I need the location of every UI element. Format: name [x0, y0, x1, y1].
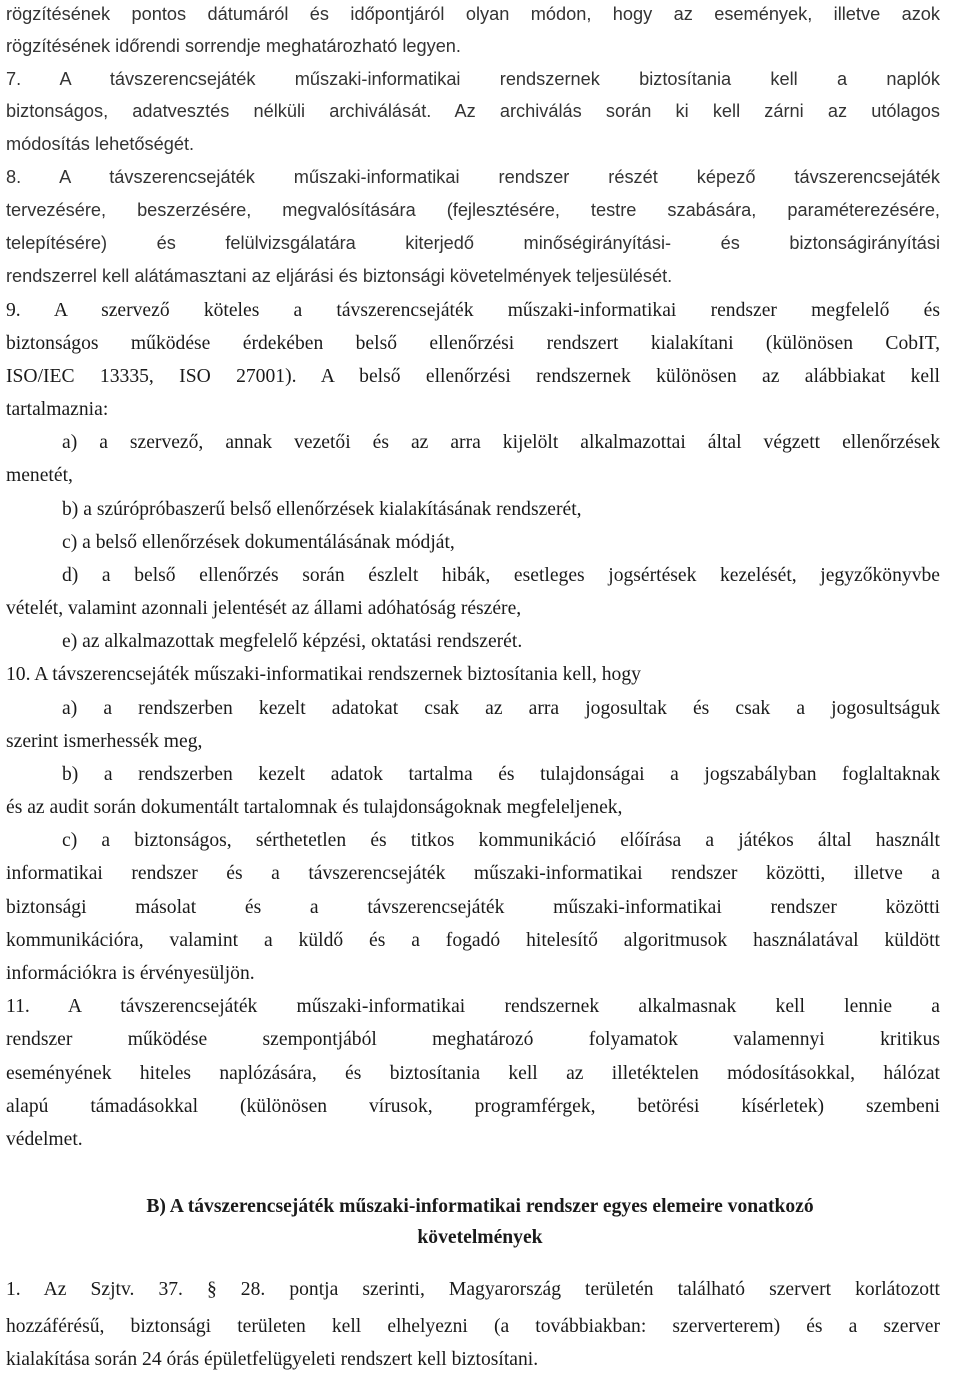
- text-line-29: kommunikációra, valamint a küldő és a fogadó hitelesítő algoritmusok használatával küldött: [6, 930, 940, 951]
- text-line-31: 11. A távszerencsejáték műszaki-informatikai rendszernek alkalmasnak kell lennie a: [6, 996, 940, 1017]
- text-line-23: szerint ismerhessék meg,: [6, 731, 203, 752]
- text-line-35: védelmet.: [6, 1129, 83, 1150]
- text-line-4: biztonságos, adatvesztés nélküli archiválását. Az archiválás során ki kell zárni az utólagos: [6, 101, 940, 121]
- text-line-22: a) a rendszerben kezelt adatokat csak az arra jogosultak és csak a jogosultságuk: [62, 698, 940, 719]
- section-heading-line-1: B) A távszerencsejáték műszaki-informatikai rendszer egyes elemeire vonatkozó: [146, 1196, 814, 1217]
- text-line-38: kialakítása során 24 órás épületfelügyeleti rendszert kell biztosítani.: [6, 1349, 539, 1370]
- text-line-17: c) a belső ellenőrzések dokumentálásának módját,: [62, 532, 455, 553]
- text-line-10: 9. A szervező köteles a távszerencsejáték műszaki-informatikai rendszer megfelelő és: [6, 300, 940, 321]
- text-line-12: ISO/IEC 13335, ISO 27001). A belső ellenőrzési rendszernek különösen az alábbiakat kell: [6, 366, 940, 387]
- text-line-8: telepítésére) és felülvizsgálatára kiterjedő minőségirányítási- és biztonságirányítási: [6, 233, 940, 253]
- text-line-28: biztonsági másolat és a távszerencsejáték műszaki-informatikai rendszer közötti: [6, 897, 940, 918]
- text-line-6: 8. A távszerencsejáték műszaki-informatikai rendszer részét képező távszerencsejáték: [6, 167, 940, 187]
- text-line-36: 1. Az Szjtv. 37. § 28. pontja szerinti, Magyarország területén található szervert korlátozott: [6, 1279, 940, 1300]
- text-line-20: e) az alkalmazottak megfelelő képzési, oktatási rendszerét.: [62, 631, 523, 652]
- text-line-33: eseményének hiteles naplózására, és biztosítania kell az illetéktelen módosításokkal, hálózat: [6, 1063, 940, 1084]
- text-line-25: és az audit során dokumentált tartalomnak és tulajdonságoknak megfeleljenek,: [6, 797, 623, 818]
- section-heading-line-2: követelmények: [417, 1227, 543, 1248]
- text-line-19: vételét, valamint azonnali jelentését az állami adóhatóság részére,: [6, 598, 522, 619]
- text-line-11: biztonságos működése érdekében belső ellenőrzési rendszert kialakítani (különösen CobIT,: [6, 333, 940, 354]
- text-line-3: 7. A távszerencsejáték műszaki-informatikai rendszernek biztosítania kell a naplók: [6, 69, 940, 89]
- text-line-30: információkra is érvényesüljön.: [6, 963, 255, 984]
- text-line-14: a) a szervező, annak vezetői és az arra kijelölt alkalmazottai által végzett ellenőrzések: [62, 432, 940, 453]
- text-line-2: rögzítésének időrendi sorrendje meghatározható legyen.: [6, 36, 461, 56]
- text-line-16: b) a szúrópróbaszerű belső ellenőrzések kialakításának rendszerét,: [62, 499, 582, 520]
- text-line-26: c) a biztonságos, sérthetetlen és titkos kommunikáció előírása a játékos által használt: [62, 830, 940, 851]
- text-line-27: informatikai rendszer és a távszerencsejáték műszaki-informatikai rendszer közötti, illetve a: [6, 863, 940, 884]
- text-line-24: b) a rendszerben kezelt adatok tartalma és tulajdonságai a jogszabályban foglaltaknak: [62, 764, 940, 785]
- text-line-1: rögzítésének pontos dátumáról és időpontjáról olyan módon, hogy az események, illetve azok: [6, 4, 940, 24]
- text-line-9: rendszerrel kell alátámasztani az eljárási és biztonsági követelmények teljesülését.: [6, 266, 673, 286]
- text-line-32: rendszer működése szempontjából meghatározó folyamatok valamennyi kritikus: [6, 1029, 940, 1050]
- text-line-15: menetét,: [6, 465, 73, 486]
- text-line-18: d) a belső ellenőrzés során észlelt hibák, esetleges jogsértések kezelését, jegyzőkönyvbe: [62, 565, 940, 586]
- text-line-7: tervezésére, beszerzésére, megvalósítására (fejlesztésére, testre szabására, paraméterezésére,: [6, 200, 940, 220]
- text-line-21: 10. A távszerencsejáték műszaki-informatikai rendszernek biztosítania kell, hogy: [6, 664, 641, 685]
- text-line-37: hozzáférésű, biztonsági területen kell elhelyezni (a továbbiakban: szerverterem) és a szerver: [6, 1316, 940, 1337]
- text-line-13: tartalmaznia:: [6, 399, 109, 420]
- text-line-34: alapú támadásokkal (különösen vírusok, programférgek, betörési kísérletek) szembeni: [6, 1096, 940, 1117]
- text-line-5: módosítás lehetőségét.: [6, 134, 195, 154]
